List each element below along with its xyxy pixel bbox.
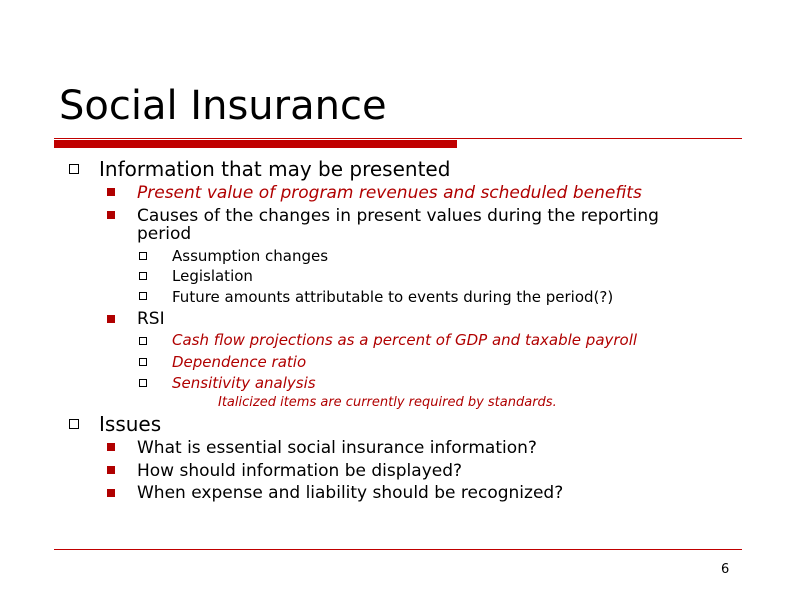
list-item-causes-line1: Causes of the changes in present values during the reporting [137,206,659,226]
hollow-square-bullet-icon [69,164,79,174]
filled-square-bullet-icon [107,188,115,196]
list-item-essential-info: What is essential social insurance information? [137,438,537,458]
sub-item-dependence-ratio: Dependence ratio [172,353,307,371]
hollow-square-bullet-icon [139,292,147,300]
list-item-displayed: How should information be displayed? [137,461,463,481]
filled-square-bullet-icon [107,466,115,474]
sub-item-sensitivity: Sensitivity analysis [172,374,316,392]
filled-square-bullet-icon [107,315,115,323]
list-item-present-value: Present value of program revenues and scheduled benefits [137,183,642,203]
slide-title: Social Insurance [59,83,387,129]
footer-divider-line [54,549,742,550]
sub-item-cash-flow: Cash flow projections as a percent of GDP and taxable payroll [172,331,638,349]
hollow-square-bullet-icon [139,252,147,260]
filled-square-bullet-icon [107,211,115,219]
hollow-square-bullet-icon [139,379,147,387]
page-number: 6 [721,562,730,577]
title-accent-bar [54,140,457,148]
filled-square-bullet-icon [107,443,115,451]
list-item-recognized: When expense and liability should be recognized? [137,483,564,503]
section-heading-information: Information that may be presented [99,157,451,181]
sub-item-legislation: Legislation [172,267,253,285]
list-item-causes-line2: period [137,224,192,244]
standards-note: Italicized items are currently required by standards. [218,395,557,410]
hollow-square-bullet-icon [69,419,79,429]
sub-item-assumption-changes: Assumption changes [172,247,329,265]
list-item-rsi: RSI [137,309,165,329]
sub-item-future-amounts: Future amounts attributable to events during the period(?) [172,288,614,306]
title-divider-line [54,138,742,139]
filled-square-bullet-icon [107,489,115,497]
hollow-square-bullet-icon [139,337,147,345]
hollow-square-bullet-icon [139,272,147,280]
section-heading-issues: Issues [99,412,162,436]
hollow-square-bullet-icon [139,358,147,366]
